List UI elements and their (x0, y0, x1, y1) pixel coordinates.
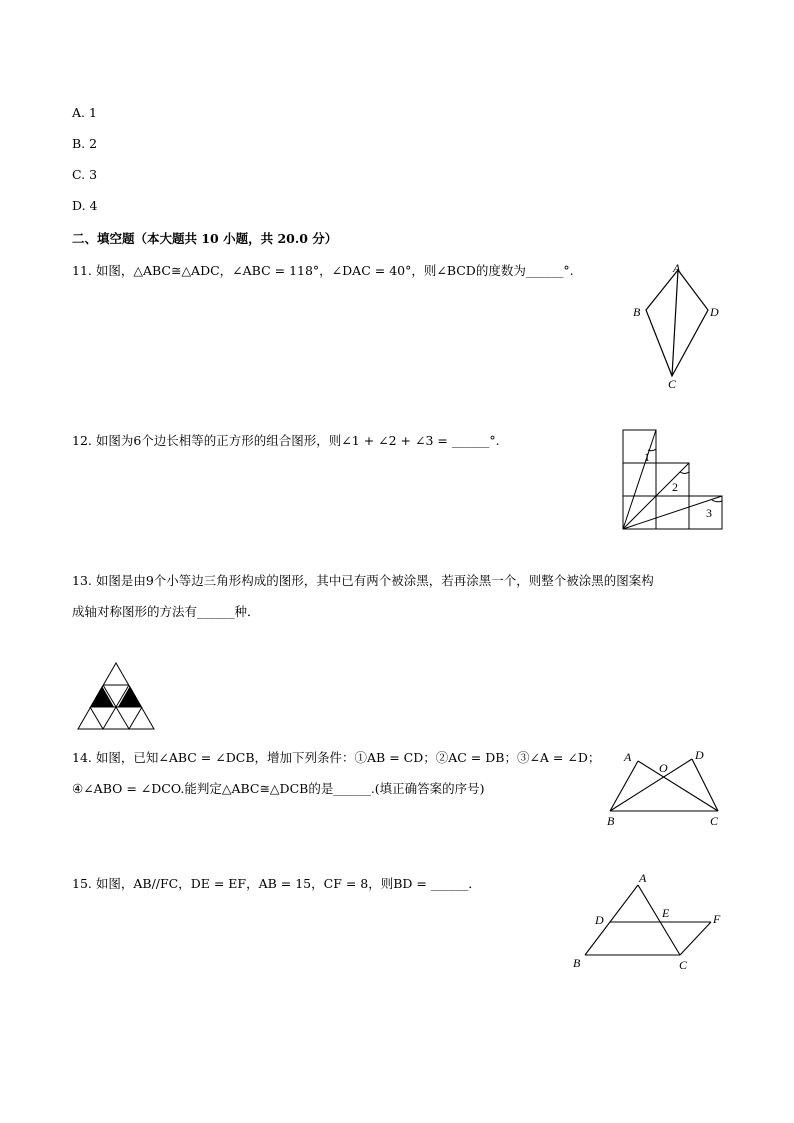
fig15-segment-cf (680, 922, 711, 955)
fig15-label-d: D (595, 913, 604, 927)
option-c: C. 3 (72, 167, 98, 182)
fig12-square-1 (623, 430, 656, 463)
fig11-label-b: B (633, 305, 641, 319)
fig14-label-o: O (659, 761, 668, 775)
fig14-label-a: A (624, 750, 632, 764)
fig15-label-a: A (639, 871, 647, 885)
fig12-arc-2 (680, 472, 689, 474)
figure-14 (600, 745, 725, 830)
section-header: 二、填空题（本大题共 10 小题，共 20.0 分） (72, 231, 338, 246)
fig15-segment-ac (638, 885, 680, 955)
fig13-shaded-triangle-right (118, 686, 142, 707)
figure-11-kite (620, 258, 730, 393)
question-14-line-1: 14. 如图，已知∠ABC = ∠DCB，增加下列条件：①AB = CD；②AC = DB；③∠A = ∠D； (72, 750, 601, 765)
option-d: D. 4 (72, 198, 98, 213)
figure-15 (565, 868, 725, 978)
fig12-angle-3: 3 (706, 506, 712, 520)
figure-13-triangles (74, 662, 158, 734)
fig15-segment-ab (585, 885, 638, 955)
figure-12-squares (622, 429, 724, 531)
fig12-angle-1: 1 (644, 450, 650, 464)
fig13-shaded-triangle-left (90, 686, 114, 707)
fig15-label-b: B (573, 956, 581, 970)
option-a: A. 1 (72, 105, 97, 120)
fig14-label-c: C (710, 814, 719, 828)
fig13-diag-2 (90, 707, 103, 729)
fig15-label-f: F (713, 912, 721, 926)
fig13-diag-4 (129, 707, 142, 729)
question-11: 11. 如图，△ABC≅△ADC，∠ABC = 118°，∠DAC = 40°，则∠BCD的度数为______°. (72, 263, 574, 278)
fig12-ray-1 (623, 430, 656, 529)
question-14-line-2: ④∠ABO = ∠DCO.能判定△ABC≅△DCB的是______.(填正确答案的序号) (72, 781, 485, 796)
question-13-line-2: 成轴对称图形的方法有______种． (72, 604, 260, 619)
fig13-outer-triangle (78, 663, 154, 729)
fig15-label-e: E (662, 906, 670, 920)
question-13-line-1: 13. 如图是由9个小等边三角形构成的图形，其中已有两个被涂黑，若再涂黑一个，则整个被涂黑的图案构 (72, 573, 654, 588)
option-b: B. 2 (72, 136, 98, 151)
fig12-arc-3 (712, 500, 722, 502)
fig14-label-d: D (695, 748, 704, 762)
question-15: 15. 如图，AB//FC，DE = EF，AB = 15，CF = 8，则BD = ______． (72, 876, 481, 891)
fig14-segment-ab (610, 761, 638, 811)
fig11-label-d: D (710, 305, 719, 319)
question-12: 12. 如图为6个边长相等的正方形的组合图形，则∠1 + ∠2 + ∠3 = ______°. (72, 433, 500, 448)
fig12-angle-2: 2 (672, 480, 678, 494)
fig11-label-a: A (673, 261, 681, 275)
fig14-segment-db (610, 759, 692, 811)
fig11-label-c: C (668, 377, 677, 391)
fig11-diagonal-ac (672, 270, 678, 376)
fig14-label-b: B (607, 814, 615, 828)
fig15-label-c: C (679, 958, 688, 972)
